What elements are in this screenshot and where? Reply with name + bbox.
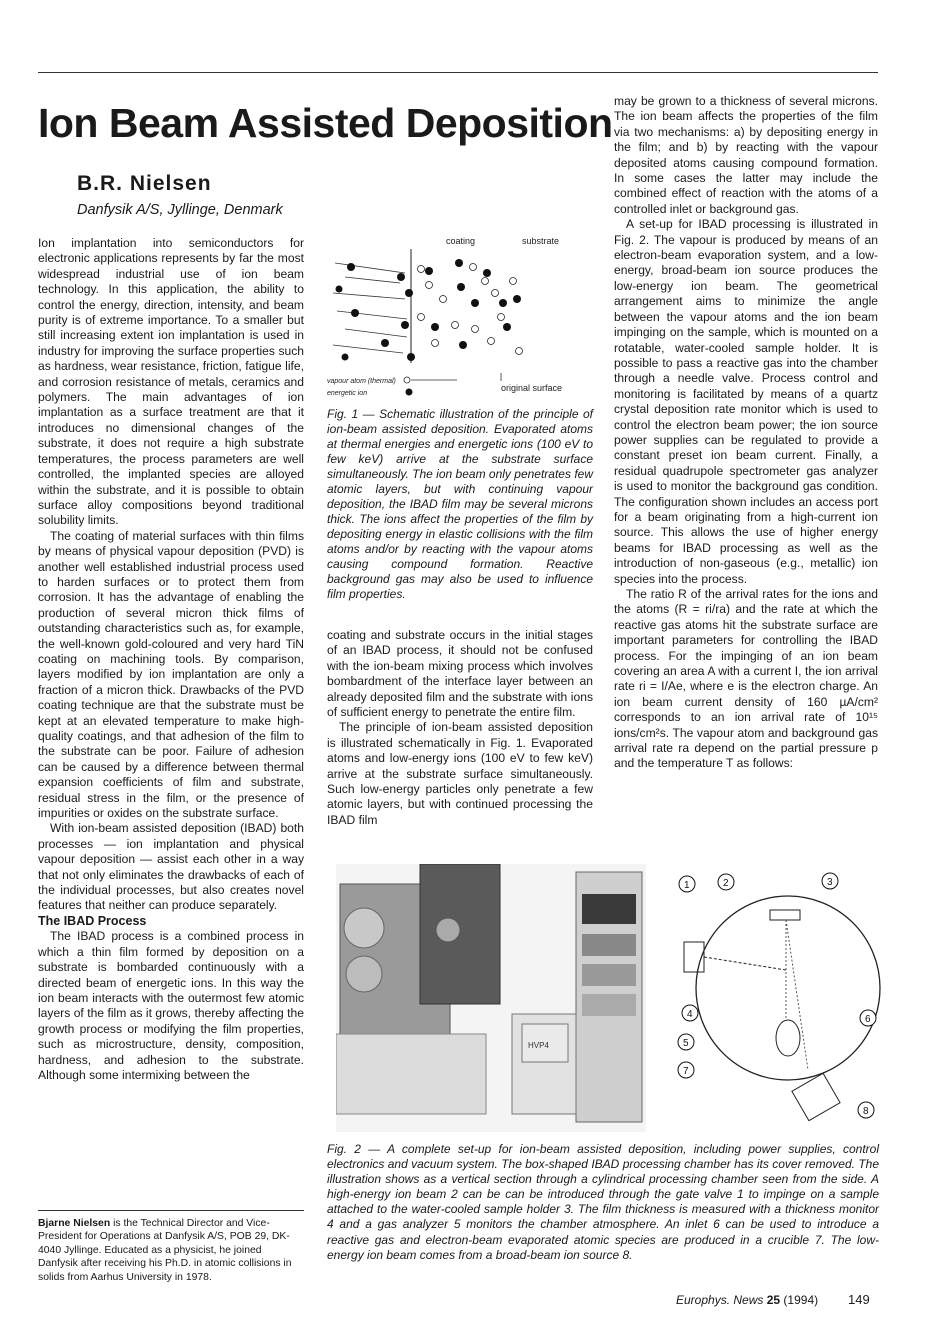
page-number: 149 xyxy=(848,1292,870,1307)
section-heading: The IBAD Process xyxy=(38,913,147,928)
top-rule xyxy=(38,72,878,73)
fig1-legend-vapour-marker xyxy=(404,377,410,383)
svg-text:6: 6 xyxy=(865,1014,871,1025)
figure-2-schematic xyxy=(660,870,882,1132)
column-2 xyxy=(327,628,593,828)
svg-text:2: 2 xyxy=(723,878,729,889)
fig1-arrows xyxy=(333,263,407,353)
svg-text:8: 8 xyxy=(863,1106,869,1117)
paragraph: The principle of ion-beam assisted deposition is illustrated schematically in Fig. 1. Evaporated atoms and low-energy ions (100 eV to few keV) arrive at the substrate surface simultaneously. Such low-energy particles only penetrate a few atomic layers, but with continued processing the IBAD film xyxy=(327,720,593,827)
paragraph: Ion implantation into semiconductors for electronic applications represents by far the most widespread industrial use of ion beam technology. In this application, the ability to control the energy, direction, intensity, and beam purity is of extreme importance. To a smaller but still increasing extent ion implantation is used in industry for improving the surface properties such as hardness, wear resistance, friction, fatigue life, and corrosion resistance of metals, ceramics and polymers. The main advantages of ion implantation as a surface treatment are that it introduces no dimensional changes of the substrate, it does not require a high substrate temperatures, the process parameters are well controlled, the implanted species are alloyed within the substrate, and it is possible to obtain surface alloy compositions beyond traditional solubility limits. xyxy=(38,236,304,528)
column-1 xyxy=(38,236,304,1083)
svg-text:3: 3 xyxy=(827,877,833,888)
sample-holder xyxy=(770,910,800,920)
fig1-film-ions xyxy=(425,259,521,349)
paragraph: A set-up for IBAD processing is illustrated in Fig. 2. The vapour is produced by means of an electron-beam evaporation system, and a low-energy, broad-beam ion source produces the low-energy ion beam. The geometrical arrangement aims to minimize the angle between the vapour atoms and the ion beam impinging on the sample, which is mounted on a rotatable, water-cooled sample holder. It is possible to pass a reactive gas into the chamber through a needle valve. Process control and monitoring is facilitated by means of a quartz crystal deposition rate monitor which is used to control the electron beam power; the ion source power supplies can be regulated to provide a constant preset ion beam current. Finally, a residual quadrupole spectrometer gas analyzer is used to monitor the background gas condition. The configuration shown includes an access port for a beam originating from a high-current ion source. This allows the use of higher energy beams for IBAD processing as well as the introduction of non-gaseous (e.g., metallic) ion species into the process. xyxy=(614,217,878,586)
chamber-outline xyxy=(696,896,880,1080)
figure-1-caption: Fig. 1 — Schematic illustration of the principle of ion-beam assisted deposition. Evaporated atoms at thermal energies and energetic ions (100 eV to few keV) arrive at the substrate surface simultaneously. The ion beam only penetrates few atomic layers, but with continuing vapour deposition, the IBAD film may be several microns thick. The ions affect the properties of the film by depositing energy in elastic collisions with the film atoms and/or by reacting with the vapour atoms causing compound formation. Reactive background gas may also be used to influence film properties. xyxy=(327,407,593,601)
author-affiliation: Danfysik A/S, Jyllinge, Denmark xyxy=(77,202,283,218)
column-3 xyxy=(614,94,878,772)
crucible xyxy=(776,1020,800,1056)
fig1-label-substrate: substrate xyxy=(522,236,560,246)
bio-name: Bjarne Nielsen xyxy=(38,1218,111,1229)
fig1-label-coating: coating xyxy=(446,236,476,246)
fig1-label-surface: original surface xyxy=(501,383,563,393)
svg-text:1: 1 xyxy=(684,880,690,891)
paragraph: The IBAD process is a combined process in which a thin film formed by deposition on a substrate is bombarded continuously with a directed beam of energetic ions. In this way the ion beam interacts with the outermost few atomic layers of the film as it grows, thereby affecting the growth process or modifying the film properties, such as microstructure, density, composition, hardness, and adhesion to the substrate. Although some intermixing between the xyxy=(38,929,304,1082)
fig1-legend-ion-marker xyxy=(406,389,413,396)
figure-1-schematic xyxy=(325,233,593,399)
journal-footer xyxy=(676,1293,818,1307)
paragraph: The ratio R of the arrival rates for the ions and the atoms (R = ri/ra) and the rate at which the reactive gas atoms hit the substrate surface are important parameters for controlling the IBAD process. For the impinging of an ion beam covering an area A with a current I, the ion arrival rate ri = I/Ae, where e is the electron charge. An ion beam current density of 160 µA/cm² corresponds to an ion arrival rate of 10¹⁵ ions/cm²s. The vapour atom and background gas arrival rate ra depend on the partial pressure p and the temperature T as follows: xyxy=(614,587,878,771)
paragraph: may be grown to a thickness of several microns. The ion beam affects the properties of the film via two mechanisms: a) by depositing energy in the film; and b) by reacting with the vapour deposited atoms causing compound formation. In some cases the latter may include the combined effect of reaction with the atoms of a controlled inlet or background gas. xyxy=(614,94,878,216)
ion-source xyxy=(792,1073,840,1120)
figure-2-caption: Fig. 2 — A complete set-up for ion-beam assisted deposition, including power supplies, control electronics and vacuum system. The box-shaped IBAD processing chamber has its cover removed. The illustration shows as a vertical section through a cylindrical processing chamber seen from the side. A high-energy ion beam 2 can be can be introduced through the gate valve 1 to impinge on a sample attached to the water-cooled sample holder 3. The film thickness is measured with a thickness monitor 4 and a gas analyzer 5 monitors the chamber atmosphere. An inlet 6 can be used to introduce a reactive gas and electron-beam evaporated atomic species are produced in a crucible 7. The low-energy ion beam comes from a broad-beam ion source 8. xyxy=(327,1142,879,1262)
fig1-legend-ion: energetic ion xyxy=(327,390,368,397)
author-bio xyxy=(38,1210,304,1284)
fig1-film-atoms xyxy=(418,264,523,355)
paragraph: With ion-beam assisted deposition (IBAD) both processes — ion implantation and physical vapour deposition — assist each other in a way that not only eliminates the drawbacks of each of the individual processes, but also creates novel features that neither can produce separately. xyxy=(38,821,304,913)
journal-year: (1994) xyxy=(783,1293,819,1307)
journal-name: Europhys. News xyxy=(676,1293,764,1307)
paragraph: coating and substrate occurs in the initial stages of an IBAD process, it should not be confused with the ion-beam mixing process which involves bombardment of the interface layer between an already deposited film and the substrate with ions of sufficient energy to penetrate the entire film. xyxy=(327,628,593,720)
article-title: Ion Beam Assisted Deposition xyxy=(38,100,613,146)
photo-panel-label: HVP4 xyxy=(528,1041,549,1050)
svg-text:4: 4 xyxy=(687,1009,693,1020)
paragraph: The coating of material surfaces with thin films by means of physical vapour deposition (PVD) is another well established industrial process used to harden surfaces or to protect them from corrosion. It has the advantage of enabling the production of several micron thick films of outstanding characteristics such as, for example, the well-known gold-coloured and very hard TiN coating on machining tools. By comparison, layers modified by ion implantation are only a fraction of a micron thick. Drawbacks of the PVD coating technique are that the substrate must be kept at an elevated temperature to make high-quality coatings, and that adhesion of the film to the substrate can be poor. Failure of adhesion can be caused by a difference between thermal expansion coefficients of film and substrate, residual stress in the film, or the presence of impurities or oxides on the substrate surface. xyxy=(38,528,304,821)
svg-text:7: 7 xyxy=(683,1066,689,1077)
author-name: B.R. Nielsen xyxy=(77,172,212,195)
svg-text:5: 5 xyxy=(683,1038,689,1049)
bio-text: is the Technical Director and Vice-President for Operations at Danfysik A/S, POB 29, DK-4040 Jyllinge. Educated as a physicist, he joined Danfysik after receiving his Ph.D. in atomic collisions in solids from Aarhus University in 1978. xyxy=(38,1218,292,1283)
journal-volume: 25 xyxy=(766,1293,781,1307)
fig1-legend-vapour: vapour atom (thermal) xyxy=(327,378,396,385)
figure-2-photo xyxy=(336,864,646,1132)
